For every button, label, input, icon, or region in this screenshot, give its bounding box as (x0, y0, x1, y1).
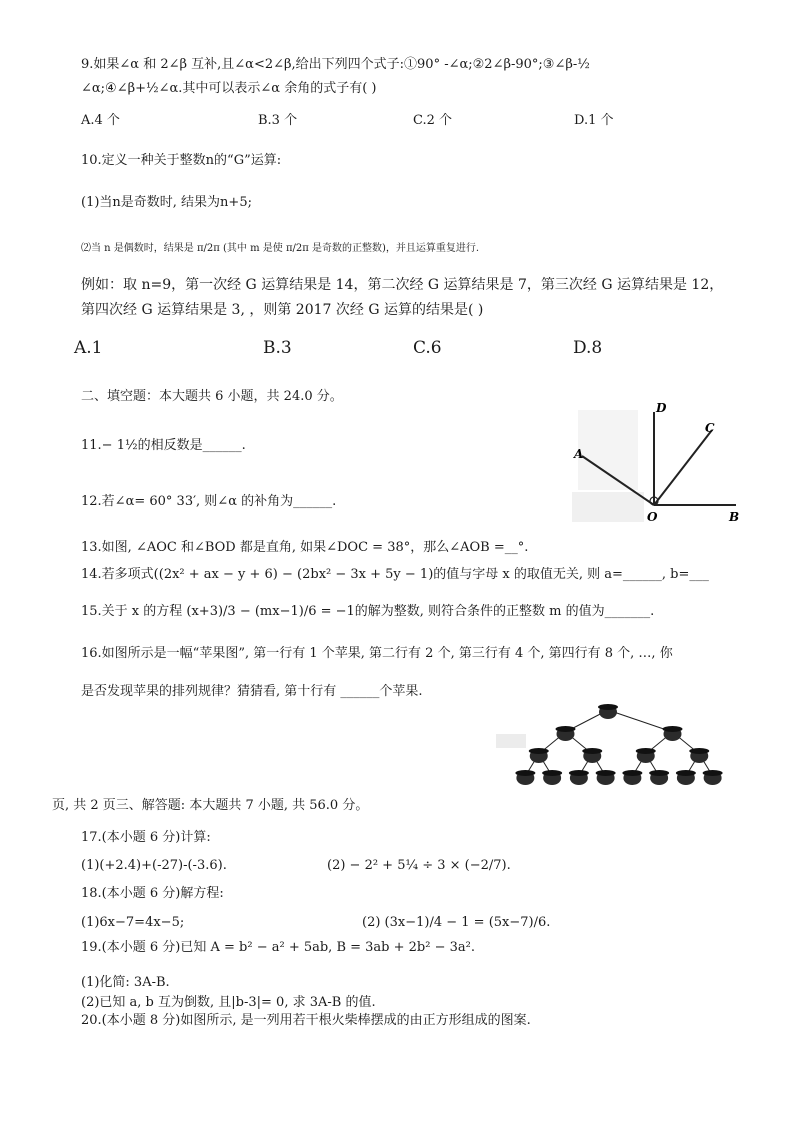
q10-option-b[interactable]: B.3 (263, 338, 292, 358)
apple-r3-1 (529, 748, 549, 763)
q9-line2: ∠α;④∠β+½∠α.其中可以表示∠α 余角的式子有( ) (81, 81, 377, 96)
q16-line2: 是否发现苹果的排列规律？猜猜看, 第十行有 ______个苹果. (81, 684, 423, 699)
label-o: O (647, 510, 658, 524)
q19-part1: (1)化简: 3A-B. (81, 975, 170, 990)
apple-r3-2 (582, 748, 602, 763)
apple-r4-3 (569, 770, 589, 785)
label-d: D (656, 401, 667, 415)
q13: 13.如图, ∠AOC 和∠BOD 都是直角, 如果∠DOC = 38°，那么∠AOB =__°. (81, 540, 529, 555)
q10-title: 10.定义一种关于整数n的“G”运算: (81, 153, 282, 168)
apple-r4-2 (542, 770, 562, 785)
q20: 20.(本小题 8 分)如图所示, 是一列用若干根火柴棒摆成的由正方形组成的图案. (81, 1013, 531, 1028)
apple-r4-1 (515, 770, 535, 785)
q9-option-a[interactable]: A.4 个 (81, 113, 120, 128)
q10-option-d[interactable]: D.8 (573, 338, 603, 358)
apple-r3-3 (636, 748, 656, 763)
q16-line1: 16.如图所示是一幅“苹果图”, 第一行有 1 个苹果, 第二行有 2 个, 第三行有 4 个, 第四行有 8 个, …, 你 (81, 646, 673, 661)
apple-r4-6 (649, 770, 669, 785)
apple-r4-4 (596, 770, 616, 785)
label-b: B (729, 510, 740, 524)
apple-r2-2 (663, 726, 683, 741)
ray-oc (654, 430, 712, 505)
apple-r4-7 (676, 770, 696, 785)
q10-rule1: (1)当n是奇数时, 结果为n+5; (81, 195, 252, 210)
q9-option-b[interactable]: B.3 个 (258, 113, 298, 128)
q19-title: 19.(本小题 6 分)已知 A = b² − a² + 5ab, B = 3ab + 2b² − 3a². (81, 940, 475, 955)
q9-option-d[interactable]: D.1 个 (574, 113, 614, 128)
label-a: A (574, 447, 584, 461)
apple-r2-1 (556, 726, 576, 741)
q17-part1: (1)(+2.4)+(-27)-(-3.6). (81, 858, 227, 873)
q10-example1: 例如：取 n=9，第一次经 G 运算结果是 14，第二次经 G 运算结果是 7，第三次经 G 运算结果是 12， (81, 277, 724, 293)
q15: 15.关于 x 的方程 (x+3)/3 − (mx−1)/6 = −1的解为整数, 则符合条件的正整数 m 的值为_______. (81, 604, 655, 619)
q10-option-a[interactable]: A.1 (74, 338, 103, 358)
q11: 11.− 1½的相反数是______. (81, 438, 246, 453)
q10-option-c[interactable]: C.6 (413, 338, 442, 358)
q18-part1: (1)6x−7=4x−5; (81, 915, 185, 930)
q9-option-c[interactable]: C.2 个 (413, 113, 453, 128)
q10-example2: 第四次经 G 运算结果是 3, ，则第 2017 次经 G 运算的结果是( ) (81, 302, 484, 318)
q10-rule2: ⑵当 n 是偶数时，结果是 π/2π (其中 m 是使 π/2π 是奇数的正整数)，并且运算重复进行. (81, 243, 480, 254)
q14: 14.若多项式((2x² + ax − y + 6) − (2bx² − 3x + 5y − 1)的值与字母 x 的取值无关, 则 a=______, b=___ (81, 567, 709, 582)
apple-r4-8 (703, 770, 723, 785)
section2-heading: 二、填空题：本大题共 6 小题，共 24.0 分。 (81, 389, 343, 404)
q18-title: 18.(本小题 6 分)解方程: (81, 886, 224, 901)
apple-r4-5 (622, 770, 642, 785)
q18-part2: (2) (3x−1)/4 − 1 = (5x−7)/6. (362, 915, 551, 930)
q19-part2: (2)已知 a, b 互为倒数, 且|b-3|= 0, 求 3A-B 的值. (81, 995, 376, 1010)
q9-line1: 9.如果∠α 和 2∠β 互补,且∠α<2∠β,给出下列四个式子:①90° -∠α;②2∠β-90°;③∠β-½ (81, 57, 590, 72)
q17-part2: (2) − 2² + 5¼ ÷ 3 × (−2/7). (327, 858, 511, 873)
label-c: C (705, 421, 715, 435)
section3-heading: 页, 共 2 页三、解答题: 本大题共 7 小题, 共 56.0 分。 (52, 798, 369, 813)
q17-title: 17.(本小题 6 分)计算: (81, 830, 211, 845)
apple-figure (496, 700, 742, 792)
angle-figure (568, 400, 740, 526)
q12: 12.若∠α= 60° 33′, 则∠α 的补角为______. (81, 494, 337, 509)
apple-r1-1 (598, 704, 618, 719)
apple-r3-4 (689, 748, 709, 763)
